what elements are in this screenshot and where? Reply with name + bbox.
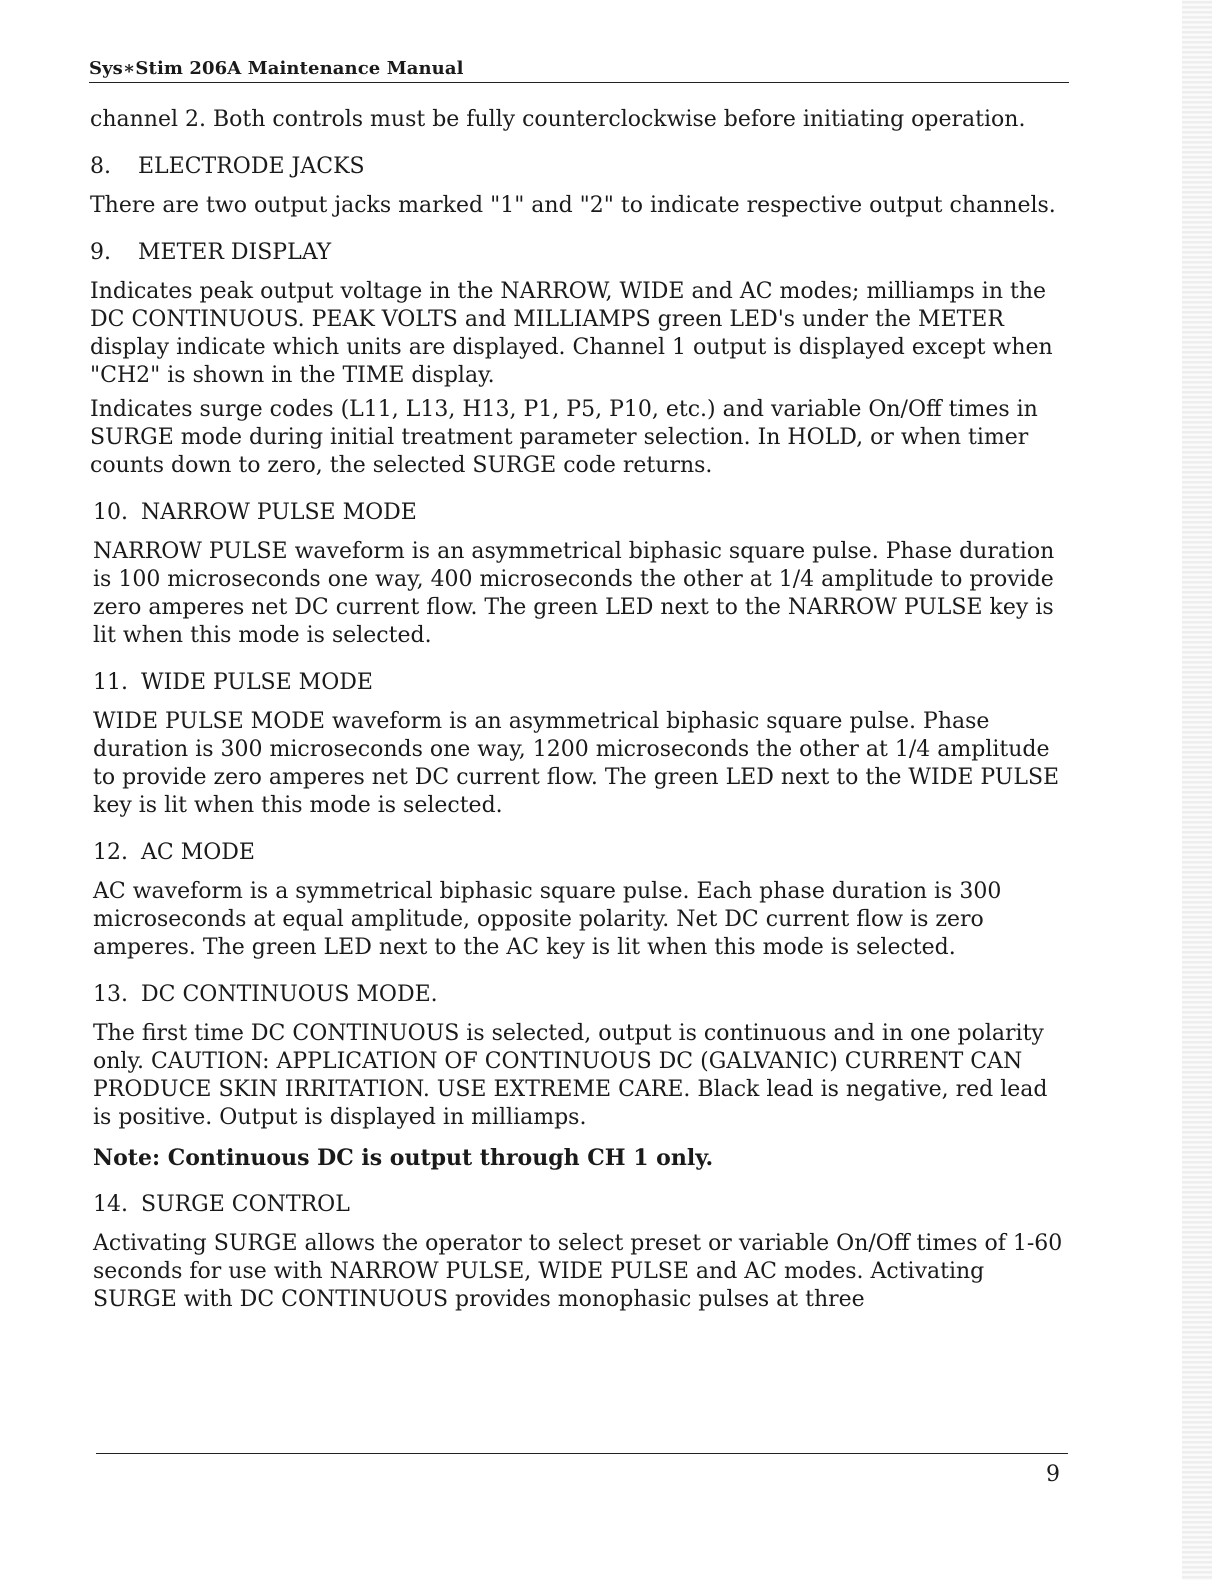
section-title: WIDE PULSE MODE (141, 670, 373, 695)
section-12-paragraph: AC waveform is a symmetrical biphasic square pulse. Each phase duration is 300 microseconds at equal amplitude, opposite polarity. Net DC current flow is zero amperes. The green LED next to the AC key is lit when this mode is selected. (93, 879, 1002, 960)
section-title: DC CONTINUOUS MODE. (141, 982, 438, 1007)
section-heading-8 (90, 153, 1070, 181)
section-number: 10. (93, 500, 128, 525)
section-heading-11 (90, 669, 1070, 697)
section-9-paragraph-2: Indicates surge codes (L11, L13, H13, P1, P5, P10, etc.) and variable On/Off times in SURGE mode during initial treatment parameter selection. In HOLD, or when timer counts down to zero, the selected SURGE code returns. (90, 397, 1038, 478)
header-title: Sys∗Stim 206A Maintenance Manual (89, 58, 464, 79)
section-heading-13 (90, 981, 1070, 1009)
section-10-paragraph: NARROW PULSE waveform is an asymmetrical biphasic square pulse. Phase duration is 100 microseconds one way, 400 microseconds the other at 1/4 amplitude to provide zero amperes net DC current flow. The green LED next to the NARROW PULSE key is lit when this mode is selected. (93, 539, 1055, 648)
footer-rule (96, 1453, 1068, 1454)
header-rule (89, 82, 1069, 83)
page-number: 9 (1046, 1462, 1060, 1487)
section-title: ELECTRODE JACKS (138, 154, 365, 179)
section-14-paragraph: Activating SURGE allows the operator to select preset or variable On/Off times of 1-60 seconds for use with NARROW PULSE, WIDE PULSE and AC modes. Activating SURGE with DC CONTINUOUS provides monophasic pulses at three (93, 1231, 1063, 1312)
section-title: SURGE CONTROL (141, 1192, 350, 1217)
section-heading-9 (90, 239, 1070, 267)
section-8-paragraph: There are two output jacks marked "1" and "2" to indicate respective output channels. (90, 193, 1056, 218)
section-11-paragraph: WIDE PULSE MODE waveform is an asymmetrical biphasic square pulse. Phase duration is 300 microseconds one way, 1200 microseconds the other at 1/4 amplitude to provide zero amperes net DC current flow. The green LED next to the WIDE PULSE key is lit when this mode is selected. (93, 709, 1060, 818)
section-title: METER DISPLAY (138, 240, 332, 265)
section-number: 11. (93, 670, 128, 695)
section-heading-12 (90, 839, 1070, 867)
section-title: NARROW PULSE MODE (141, 500, 417, 525)
section-title: AC MODE (141, 840, 255, 865)
section-number: 14. (93, 1192, 128, 1217)
page-content (90, 106, 1070, 1314)
section-number: 12. (93, 840, 128, 865)
section-heading-14 (90, 1191, 1070, 1219)
section-heading-10 (90, 499, 1070, 527)
section-number: 13. (93, 982, 128, 1007)
intro-paragraph: channel 2. Both controls must be fully counterclockwise before initiating operation. (90, 107, 1026, 132)
section-13-paragraph: The first time DC CONTINUOUS is selected, output is continuous and in one polarity only. CAUTION: APPLICATION OF CONTINUOUS DC (GALVANIC) CURRENT CAN PRODUCE SKIN IRRITATION. USE EXTREME CARE. Black lead is negative, red lead is positive. Output is displayed in milliamps. (93, 1021, 1048, 1130)
section-number: 8. (90, 154, 111, 179)
scan-edge-artifact (1182, 0, 1212, 1580)
section-9-paragraph-1: Indicates peak output voltage in the NARROW, WIDE and AC modes; milliamps in the DC CONTINUOUS. PEAK VOLTS and MILLIAMPS green LED's under the METER display indicate which units are displayed. Channel 1 output is displayed except when "CH2" is shown in the TIME display. (90, 279, 1053, 388)
section-number: 9. (90, 240, 111, 265)
section-13-note: Note: Continuous DC is output through CH 1 only. (93, 1145, 714, 1171)
